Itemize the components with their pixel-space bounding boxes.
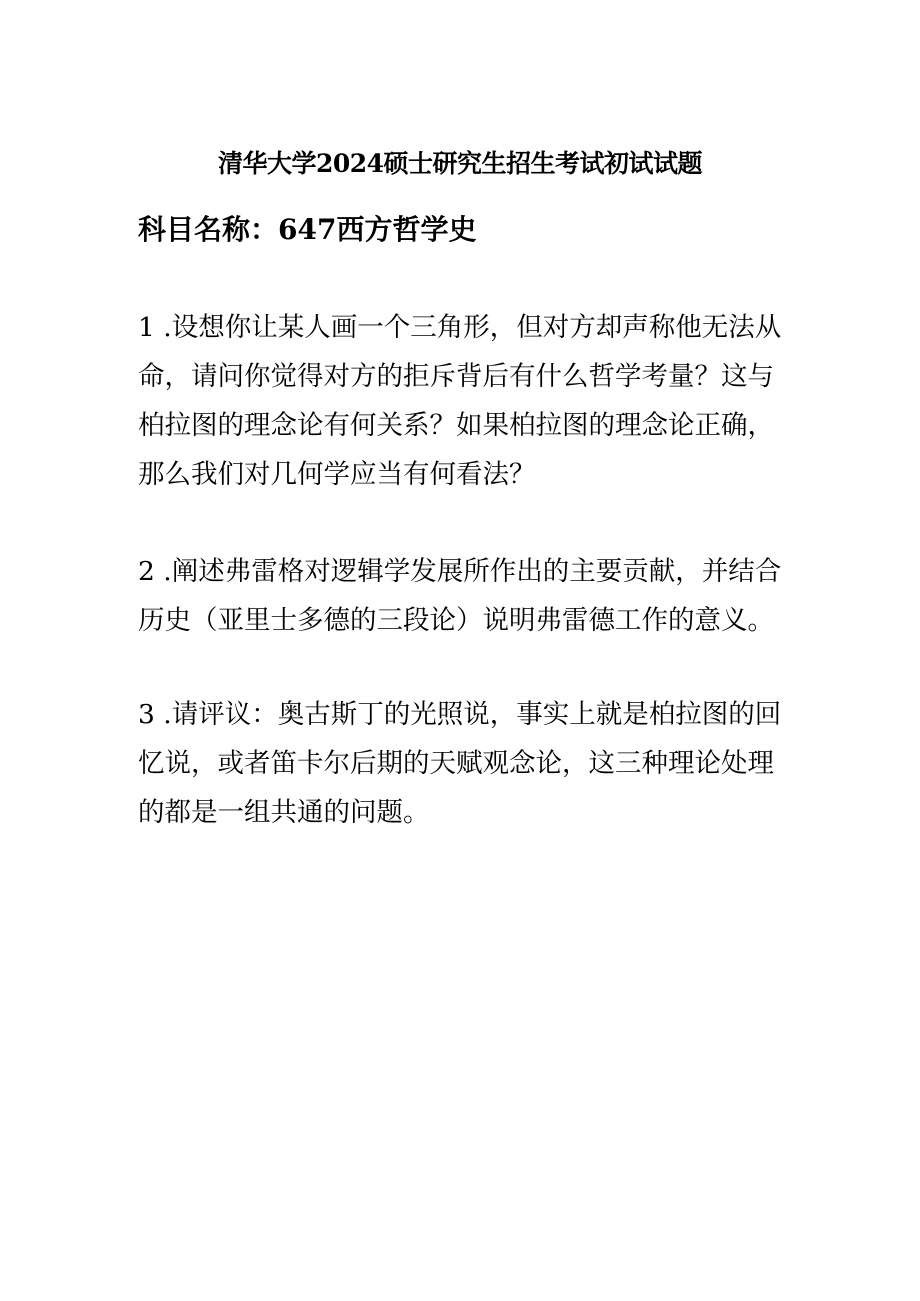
question-1: [138, 303, 788, 499]
question-3: [138, 690, 788, 837]
question-2: [138, 547, 788, 645]
question-1-line: 命，请问你觉得对方的拒斥背后有什么哲学考量？这与: [138, 361, 774, 392]
exam-title: 清华大学2024硕士研究生招生考试初试试题: [217, 149, 703, 178]
question-2-line: 2 .阐述弗雷格对逻辑学发展所作出的主要贡献，并结合: [138, 556, 782, 587]
question-1-line: 那么我们对几何学应当有何看法？: [138, 459, 536, 490]
question-3-line: 3 .请评议：奥古斯丁的光照说，事实上就是柏拉图的回: [138, 699, 782, 730]
question-1-line: 1 .设想你让某人画一个三角形，但对方却声称他无法从: [138, 312, 782, 343]
question-2-line: 历史（亚里士多德的三段论）说明弗雷德工作的意义。: [138, 605, 774, 636]
question-1-line: 柏拉图的理念论有何关系？如果柏拉图的理念论正确，: [138, 410, 774, 441]
question-3-line: 的都是一组共通的问题。: [138, 797, 430, 828]
question-3-line: 忆说，或者笛卡尔后期的天赋观念论，这三种理论处理: [138, 748, 774, 779]
subject-name: 科目名称：647西方哲学史: [138, 213, 477, 246]
